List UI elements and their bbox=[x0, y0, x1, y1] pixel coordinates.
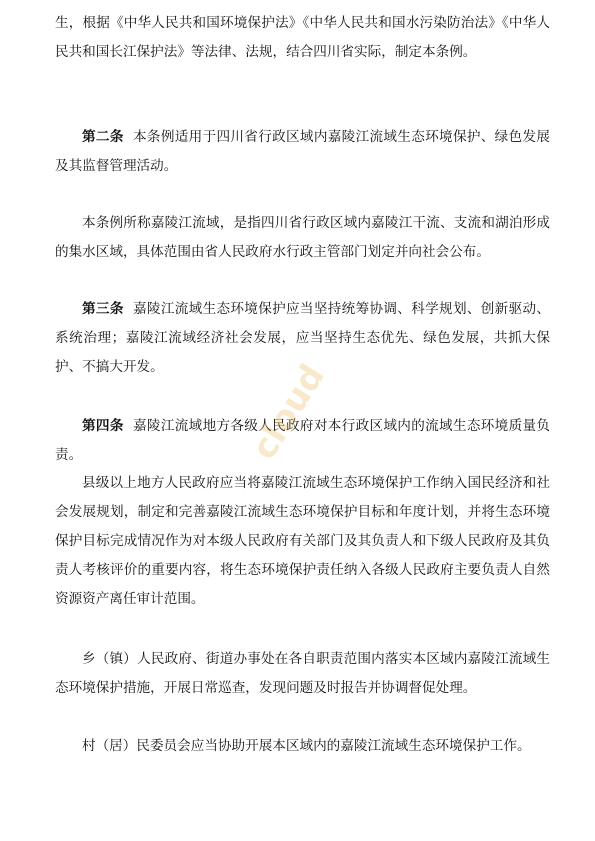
article-4-county-paragraph bbox=[55, 469, 550, 614]
article-heading: 第三条 bbox=[82, 301, 124, 317]
article-2-definition-paragraph bbox=[55, 209, 550, 267]
paragraph-text: 嘉陵江流域地方各级人民政府对本行政区域内的流域生态环境质量负责。 bbox=[55, 418, 550, 463]
paragraph-text: 生，根据《中华人民共和国环境保护法》《中华人民共和国水污染防治法》《中华人民共和国长江保护法》等法律、法规，结合四川省实际，制定本条例。 bbox=[55, 15, 550, 60]
paragraph-continuation bbox=[55, 9, 550, 67]
article-4-village-paragraph bbox=[55, 732, 550, 761]
paragraph-text: 本条例所称嘉陵江流域，是指四川省行政区域内嘉陵江干流、支流和湖泊形成的集水区域，具体范围由省人民政府水行政主管部门划定并向社会公布。 bbox=[55, 215, 550, 260]
watermark-text: cloud bbox=[244, 357, 333, 467]
article-4-township-paragraph bbox=[55, 645, 550, 703]
paragraph-text: 村（居）民委员会应当协助开展本区域内的嘉陵江流域生态环境保护工作。 bbox=[82, 738, 531, 754]
paragraph-text: 乡（镇）人民政府、街道办事处在各自职责范围内落实本区域内嘉陵江流域生态环境保护措施，开展日常巡查，发现问题及时报告并协调督促处理。 bbox=[55, 651, 550, 696]
article-heading: 第四条 bbox=[82, 418, 124, 434]
paragraph-text: 县级以上地方人民政府应当将嘉陵江流域生态环境保护工作纳入国民经济和社会发展规划，制定和完善嘉陵江流域生态环境保护目标和年度计划，并将生态环境保护目标完成情况作为对本级人民政府有关部门及其负责人和下级人民政府及其负责人考核评价的重要内容，将生态环境保护责任纳入各级人民政府主要负责人自然资源资产离任审计范围。 bbox=[55, 475, 550, 607]
paragraph-text: 本条例适用于四川省行政区域内嘉陵江流域生态环境保护、绿色发展及其监督管理活动。 bbox=[55, 129, 550, 174]
article-2-paragraph bbox=[55, 123, 550, 181]
article-heading: 第二条 bbox=[82, 129, 124, 145]
paragraph-text: 嘉陵江流域生态环境保护应当坚持统筹协调、科学规划、创新驱动、系统治理；嘉陵江流域经济社会发展，应当坚持生态优先、绿色发展，共抓大保护、不搞大开发。 bbox=[55, 301, 550, 375]
